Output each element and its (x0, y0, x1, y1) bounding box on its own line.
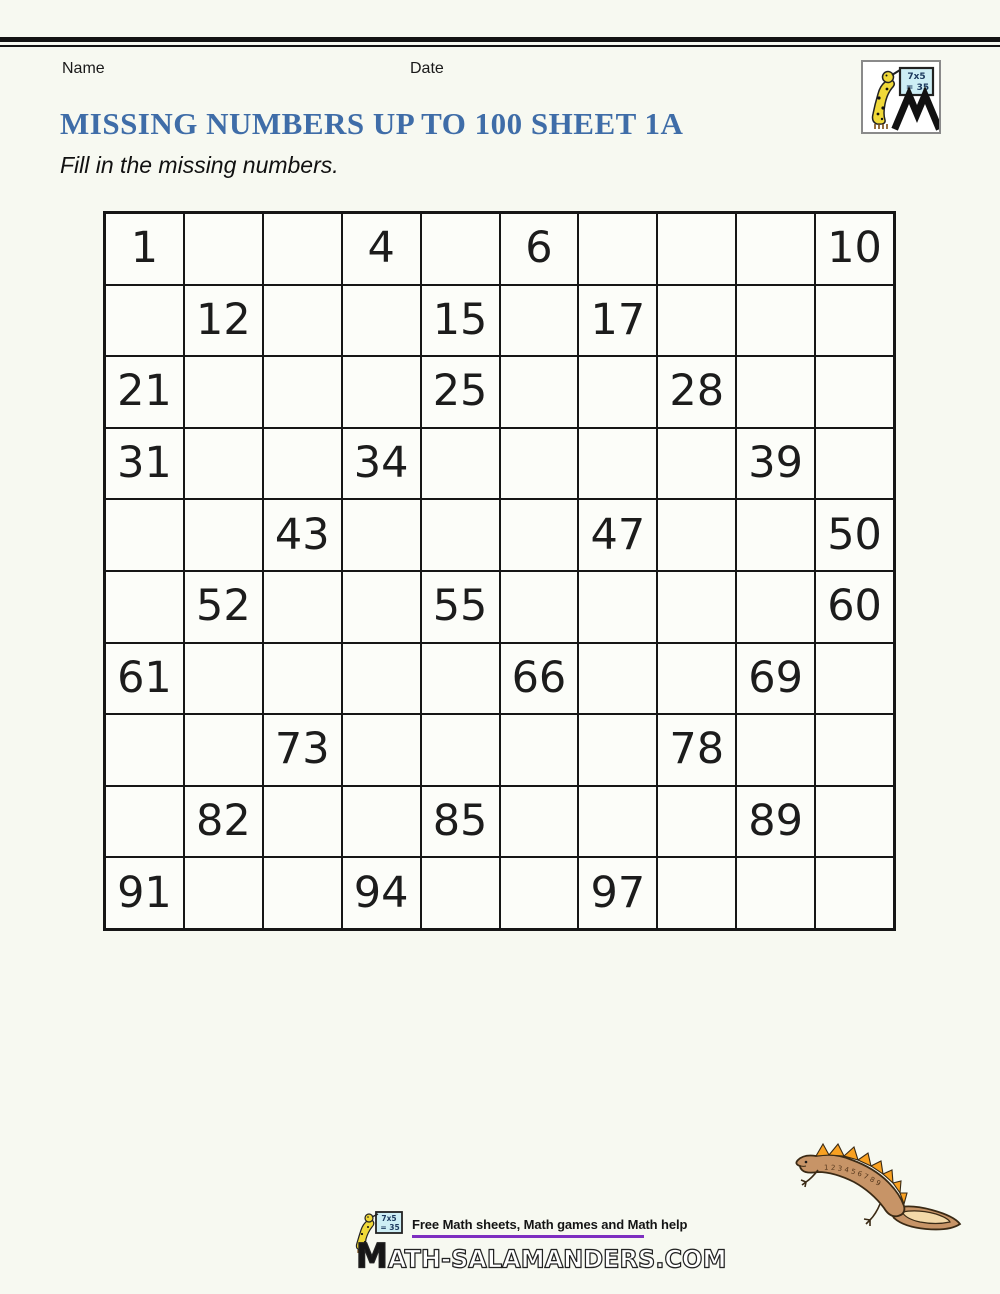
grid-cell-empty[interactable] (264, 357, 341, 427)
grid-cell-empty[interactable] (264, 858, 341, 928)
grid-cell-empty[interactable] (185, 429, 262, 499)
grid-cell-empty[interactable] (501, 572, 578, 642)
grid-cell-empty[interactable] (658, 858, 735, 928)
grid-cell-empty[interactable] (737, 286, 814, 356)
grid-cell-empty[interactable] (343, 357, 420, 427)
grid-cell-empty[interactable] (501, 858, 578, 928)
grid-cell-empty[interactable] (343, 715, 420, 785)
salamander-logo-icon (863, 62, 939, 132)
grid-cell-empty[interactable] (106, 787, 183, 857)
grid-cell-filled: 91 (106, 858, 183, 928)
grid-cell-empty[interactable] (264, 787, 341, 857)
grid-cell-empty[interactable] (501, 286, 578, 356)
grid-cell-empty[interactable] (501, 787, 578, 857)
grid-cell-filled: 66 (501, 644, 578, 714)
grid-cell-empty[interactable] (422, 858, 499, 928)
grid-cell-empty[interactable] (658, 286, 735, 356)
grid-cell-filled: 34 (343, 429, 420, 499)
grid-cell-filled: 61 (106, 644, 183, 714)
grid-cell-empty[interactable] (185, 715, 262, 785)
grid-cell-filled: 6 (501, 214, 578, 284)
grid-cell-filled: 82 (185, 787, 262, 857)
grid-cell-filled: 1 (106, 214, 183, 284)
grid-cell-empty[interactable] (422, 644, 499, 714)
grid-cell-empty[interactable] (816, 429, 893, 499)
grid-cell-empty[interactable] (264, 429, 341, 499)
grid-cell-filled: 15 (422, 286, 499, 356)
grid-cell-empty[interactable] (343, 644, 420, 714)
grid-cell-empty[interactable] (737, 858, 814, 928)
grid-cell-filled: 97 (579, 858, 656, 928)
grid-cell-filled: 17 (579, 286, 656, 356)
grid-cell-empty[interactable] (343, 286, 420, 356)
grid-cell-empty[interactable] (737, 214, 814, 284)
grid-cell-filled: 60 (816, 572, 893, 642)
grid-cell-filled: 85 (422, 787, 499, 857)
grid-cell-empty[interactable] (579, 429, 656, 499)
grid-cell-empty[interactable] (106, 286, 183, 356)
grid-cell-empty[interactable] (185, 858, 262, 928)
grid-cell-empty[interactable] (264, 572, 341, 642)
grid-cell-empty[interactable] (185, 357, 262, 427)
grid-cell-empty[interactable] (816, 858, 893, 928)
grid-cell-empty[interactable] (185, 500, 262, 570)
footer-brand (348, 1206, 727, 1276)
footer-board-line2: = 35 (380, 1223, 400, 1232)
grid-cell-empty[interactable] (737, 715, 814, 785)
grid-cell-filled: 21 (106, 357, 183, 427)
grid-cell-empty[interactable] (658, 787, 735, 857)
grid-cell-filled: 94 (343, 858, 420, 928)
grid-cell-empty[interactable] (501, 500, 578, 570)
grid-cell-empty[interactable] (579, 572, 656, 642)
grid-cell-empty[interactable] (658, 572, 735, 642)
grid-cell-empty[interactable] (737, 357, 814, 427)
grid-cell-empty[interactable] (106, 500, 183, 570)
grid-cell-filled: 28 (658, 357, 735, 427)
grid-cell-empty[interactable] (264, 214, 341, 284)
footer-tagline: Free Math sheets, Math games and Math help (412, 1217, 688, 1232)
grid-cell-empty[interactable] (737, 500, 814, 570)
grid-cell-filled: 39 (737, 429, 814, 499)
grid-cell-filled: 25 (422, 357, 499, 427)
footer-site-name: MATH-SALAMANDERS.COM (356, 1236, 727, 1276)
grid-cell-empty[interactable] (185, 644, 262, 714)
grid-cell-empty[interactable] (658, 429, 735, 499)
salamander-spine-numbers: 1 2 3 4 5 6 7 8 9 (823, 1163, 882, 1188)
grid-cell-empty[interactable] (185, 214, 262, 284)
instruction-text: Fill in the missing numbers. (60, 152, 339, 178)
grid-cell-empty[interactable] (579, 644, 656, 714)
grid-cell-empty[interactable] (343, 572, 420, 642)
grid-cell-empty[interactable] (422, 500, 499, 570)
grid-cell-empty[interactable] (658, 214, 735, 284)
grid-cell-empty[interactable] (579, 357, 656, 427)
top-divider-rule (0, 37, 1000, 47)
grid-cell-empty[interactable] (816, 357, 893, 427)
grid-cell-filled: 78 (658, 715, 735, 785)
grid-cell-empty[interactable] (343, 500, 420, 570)
grid-cell-empty[interactable] (106, 572, 183, 642)
grid-cell-empty[interactable] (658, 500, 735, 570)
grid-cell-empty[interactable] (816, 286, 893, 356)
grid-cell-filled: 89 (737, 787, 814, 857)
number-grid (103, 211, 896, 931)
grid-cell-filled: 10 (816, 214, 893, 284)
grid-cell-empty[interactable] (343, 787, 420, 857)
page-title: MISSING NUMBERS UP TO 100 SHEET 1A (60, 106, 684, 141)
grid-cell-filled: 55 (422, 572, 499, 642)
grid-cell-filled: 69 (737, 644, 814, 714)
logo-m-glyph (896, 95, 938, 126)
grid-cell-empty[interactable] (579, 715, 656, 785)
grid-cell-empty[interactable] (501, 429, 578, 499)
grid-cell-empty[interactable] (422, 715, 499, 785)
salamander-illustration (792, 1134, 977, 1234)
grid-cell-filled: 12 (185, 286, 262, 356)
grid-cell-filled: 47 (579, 500, 656, 570)
grid-cell-filled: 50 (816, 500, 893, 570)
salamander-eye (805, 1161, 808, 1164)
grid-cell-empty[interactable] (264, 286, 341, 356)
name-label: Name (62, 60, 105, 77)
grid-cell-empty[interactable] (106, 715, 183, 785)
grid-cell-empty[interactable] (579, 787, 656, 857)
grid-cell-empty[interactable] (264, 644, 341, 714)
grid-cell-empty[interactable] (816, 787, 893, 857)
grid-cell-empty[interactable] (501, 715, 578, 785)
grid-cell-empty[interactable] (422, 429, 499, 499)
footer-board-line1: 7x5 (381, 1214, 397, 1223)
grid-cell-empty[interactable] (658, 644, 735, 714)
grid-cell-filled: 52 (185, 572, 262, 642)
grid-cell-empty[interactable] (816, 715, 893, 785)
grid-cell-empty[interactable] (579, 214, 656, 284)
logo-board-line1: 7x5 (907, 72, 926, 82)
grid-cell-filled: 43 (264, 500, 341, 570)
salamander-body (796, 1155, 904, 1217)
grid-cell-filled: 4 (343, 214, 420, 284)
logo-board-line2: = 35 (905, 83, 930, 93)
grid-cell-empty[interactable] (816, 644, 893, 714)
grid-cell-empty[interactable] (422, 214, 499, 284)
date-label: Date (410, 60, 444, 77)
grid-cell-filled: 31 (106, 429, 183, 499)
site-logo-badge (861, 60, 941, 134)
grid-cell-empty[interactable] (501, 357, 578, 427)
grid-cell-empty[interactable] (737, 572, 814, 642)
grid-cell-filled: 73 (264, 715, 341, 785)
